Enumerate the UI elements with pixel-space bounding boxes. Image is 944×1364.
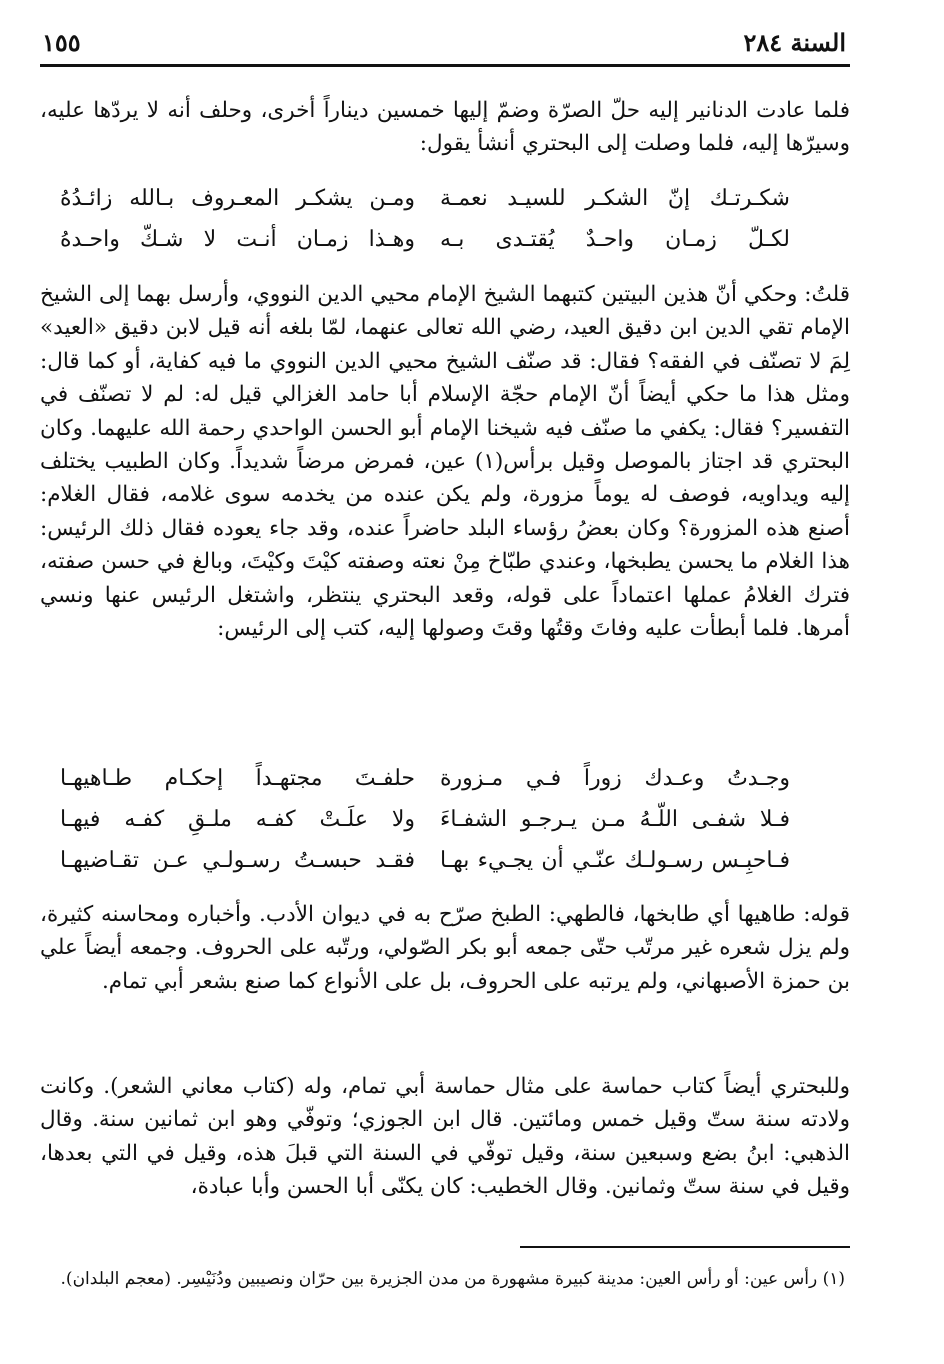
running-title: السنة ٢٨٤ xyxy=(743,28,846,57)
verse-1 xyxy=(60,186,790,227)
paragraph-text: فلما عادت الدنانير إليه حلّ الصرّة وضمّ إليها خمسين ديناراً أخرى، وحلف أنه لا يردّها عليه، وسيرّها إليه، فلما وصلت إلى البحتري أنشأ يقول: xyxy=(40,98,850,157)
verse-first-hemistich: شكـرتـك إنّ الشكـر للسيـد نعمـة xyxy=(440,186,790,211)
verse-first-hemistich: وجـدتُ وعـدك زوراً فـي مـزورة xyxy=(440,766,790,791)
verse-second-hemistich: فقـد حبسـتُ رسـولـي عـن تقـاضيهـا xyxy=(60,848,415,873)
verse-second-hemistich: ولا علَـتْ كفـه ملـقِ كفـه فيهـا xyxy=(60,807,415,832)
verse-second-hemistich: وهـذا زمـان أنـت لا شـكّ واحـدهُ xyxy=(60,227,415,252)
verse-1 xyxy=(60,766,790,807)
poem-2 xyxy=(60,766,790,889)
paragraph-text: قوله: طاهيها أي طابخها، فالطهي: الطبخ صرّح به في ديوان الأدب. وأخباره ومحاسنه كثيرة، ولم يزل شعره غير مرتّب حتّى جمعه أبو بكر الصّولي، ورتّبه على الحروف. وجمعه أيضاً علي بن حمزة الأصبهاني، ولم يرتبه على الحروف، بل على الأنواع كما صنع بشعر أبي تمام. xyxy=(40,902,850,994)
verse-first-hemistich: فـلا شفـى اللّـهُ مـن يـرجـو الشفـاءَ xyxy=(440,807,790,832)
paragraph-2 xyxy=(40,278,850,645)
verse-first-hemistich: لكـلّ زمـان واحـدٌ يُقتـدى بـه xyxy=(440,227,790,252)
page-number: ١٥٥ xyxy=(42,28,81,57)
paragraph-text: وللبحتري أيضاً كتاب حماسة على مثال حماسة أبي تمام، وله (كتاب معاني الشعر). وكانت ولادته سنة ستّ وقيل خمس ومائتين. قال ابن الجوزي؛ وتوفّي وهو ابن ثمانين سنة. وقال الذهبي: ابنُ بضع وسبعين سنة، وقيل توفّي في السنة التي قبلَ هذه، وقيل في التي بعدها، وقيل في سنة ستّ وثمانين. وقال الخطيب: كان يكنّى أبا الحسن وأبا عبادة، xyxy=(40,1074,850,1200)
footnote: (١) رأس عين: أو رأس العين: مدينة كبيرة مشهورة من مدن الجزيرة بين حرّان ونصيبين ودُنَيْسِر. (معجم البلدان). xyxy=(60,1269,845,1289)
page-header xyxy=(40,22,850,67)
paragraph-3 xyxy=(40,898,850,998)
paragraph-4 xyxy=(40,1070,850,1204)
verse-2 xyxy=(60,807,790,848)
poem-1 xyxy=(60,186,790,268)
verse-2 xyxy=(60,227,790,268)
footnote-separator xyxy=(520,1246,850,1248)
paragraph-text: قلتُ: وحكي أنّ هذين البيتين كتبهما الشيخ الإمام محيي الدين النووي، وأرسل بهما إلى الشيخ الإمام تقي الدين ابن دقيق العيد، رضي الله تعالى عنهما، لمّا بلغه أنه قيل لابن دقيق «العيد» لِمَ لا تصنّف في الفقه؟ فقال: قد صنّف الشيخ محيي الدين النووي ما فيه كفاية، أو كما قال: ومثل هذا ما حكي أيضاً أنّ الإمام حجّة الإسلام أبا حامد الغزالي قيل له: لم لا تصنّف في التفسير؟ فقال: يكفي ما صنّف فيه شيخنا الإمام أبو الحسن الواحدي رحمة الله عليهما. وكان البحتري قد اجتاز بالموصل وقيل برأس(١) عين، فمرض مرضاً شديداً. وكان الطبيب يختلف إليه ويداويه، فوصف له يوماً مزورة، ولم يكن عنده من يخدمه سوى غلامه، فقال الغلام: أصنع هذه المزورة؟ وكان بعضُ رؤساء البلد حاضراً عنده، وقد جاء يعوده فقال ذلك الرئيس: هذا الغلام ما يحسن يطبخها، وعندي طبّاخ مِنْ نعته وصفته كيْتَ وكيْتَ، وبالغ في حسن صفته، فترك الغلامُ عملها اعتماداً على قوله، وقعد البحتري ينتظر، واشتغل الرئيس عنها ونسي أمرها. فلما أبطأت عليه وفاتَ وقتُها وقتَ وصولها إليه، كتب إلى الرئيس: xyxy=(40,282,851,642)
paragraph-1 xyxy=(40,94,850,161)
verse-first-hemistich: فـاحبِـس رسـولـك عنّـي أن يجـيء بهـا xyxy=(440,848,790,873)
verse-3 xyxy=(60,848,790,889)
verse-second-hemistich: ومـن يشكـر المعـروف بـالله زائـدُهُ xyxy=(60,186,415,211)
verse-second-hemistich: حلفـتَ مجتهـداً إحكـام طـاهيهـا xyxy=(60,766,415,791)
